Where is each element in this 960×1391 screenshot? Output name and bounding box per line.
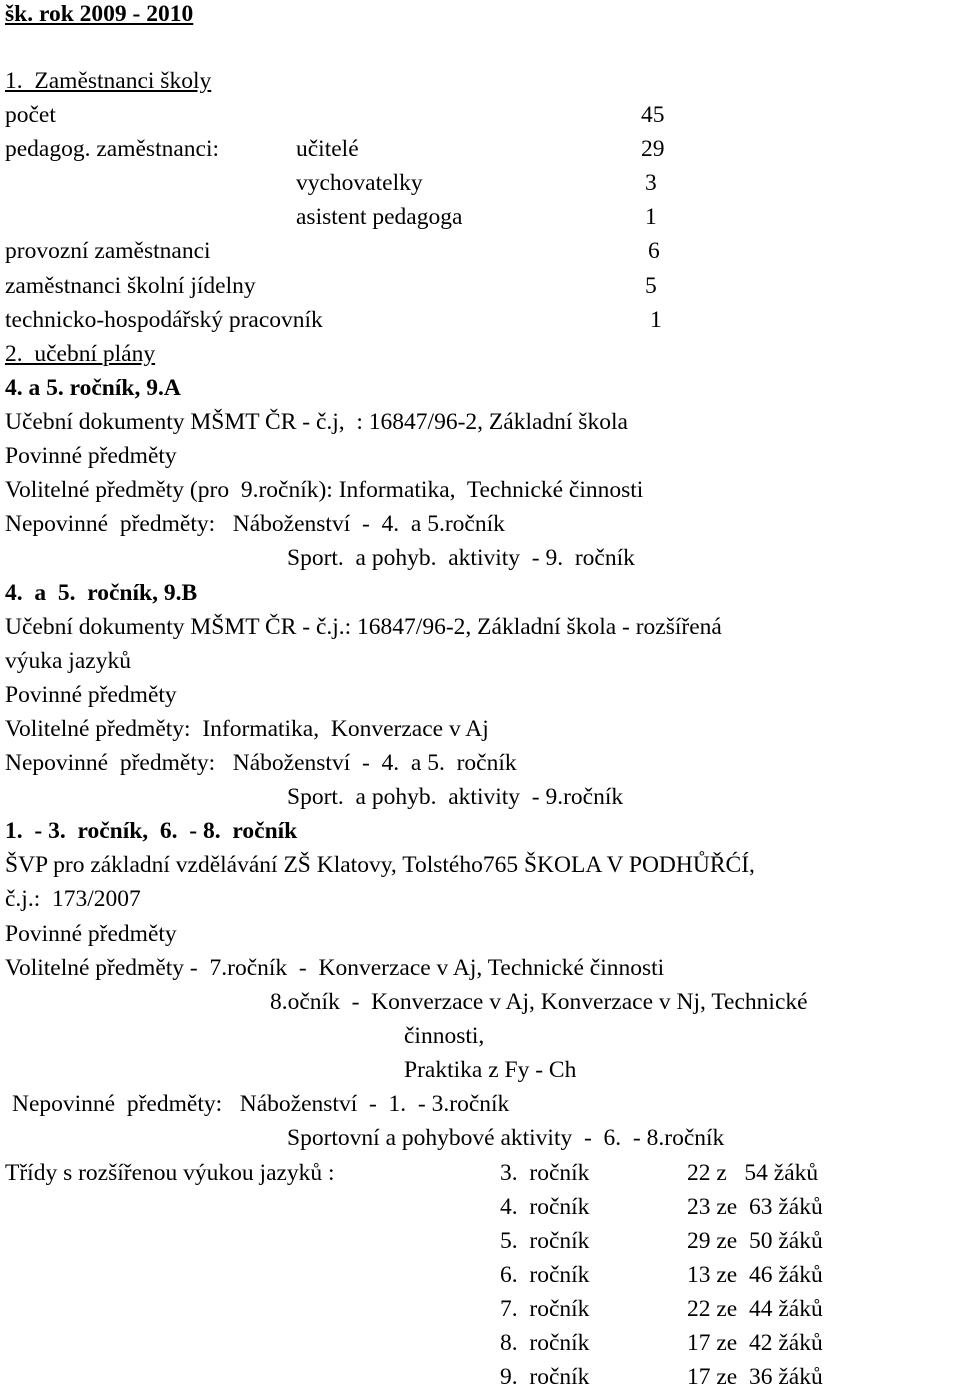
technical-staff-value: 1 <box>650 307 662 333</box>
grade-c-sport: Sportovní a pohybové aktivity - 6. - 8.ročník <box>287 1125 725 1151</box>
teachers-label: učitelé <box>296 136 359 162</box>
canteen-staff-value: 5 <box>645 273 657 299</box>
grade-c-elective-line3: činnosti, <box>404 1023 485 1049</box>
grade-c-elective-line1: Volitelné předměty - 7.ročník - Konverzace v Aj, Technické činnosti <box>5 955 665 981</box>
lang-row-ratio: 22 ze 44 žáků <box>687 1296 823 1322</box>
grade-c-optional: Nepovinné předměty: Náboženství - 1. - 3.ročník <box>12 1091 510 1117</box>
grade-c-elective-line2: 8.očník - Konverzace v Aj, Konverzace v Nj, Technické <box>270 989 808 1015</box>
grade-a-documents: Učební dokumenty MŠMT ČR - č.j, : 16847/96-2, Základní škola <box>5 409 628 435</box>
grade-b-mandatory: Povinné předměty <box>5 682 177 708</box>
grade-b-sport: Sport. a pohyb. aktivity - 9.ročník <box>287 784 624 810</box>
lang-row-grade: 7. ročník <box>500 1296 590 1322</box>
pedagogical-staff-label: pedagog. zaměstnanci: <box>5 136 220 162</box>
lang-row-ratio: 13 ze 46 žáků <box>687 1262 823 1288</box>
lang-row-grade: 9. ročník <box>500 1364 590 1390</box>
teachers-value: 29 <box>641 136 665 162</box>
grade-c-heading: 1. - 3. ročník, 6. - 8. ročník <box>5 818 298 844</box>
grade-a-sport: Sport. a pohyb. aktivity - 9. ročník <box>287 545 635 571</box>
grade-a-heading: 4. a 5. ročník, 9.A <box>5 375 181 401</box>
educators-value: 3 <box>645 170 657 196</box>
lang-row-ratio: 17 ze 36 žáků <box>687 1364 823 1390</box>
canteen-staff-label: zaměstnanci školní jídelny <box>5 273 256 299</box>
grade-b-documents-line1: Učební dokumenty MŠMT ČR - č.j.: 16847/96-2, Základní škola - rozšířená <box>5 614 722 640</box>
educators-label: vychovatelky <box>296 170 423 196</box>
technical-staff-label: technicko-hospodářský pracovník <box>5 307 323 333</box>
staff-count-value: 45 <box>641 102 665 128</box>
lang-row-grade: 3. ročník <box>500 1160 590 1186</box>
staff-count-label: počet <box>5 102 56 128</box>
svp-line1: ŠVP pro základní vzdělávání ZŠ Klatovy, Tolstého765 ŠKOLA V PODHŮŘĆÍ, <box>5 852 755 878</box>
grade-b-documents-line2: výuka jazyků <box>5 648 131 674</box>
lang-row-grade: 6. ročník <box>500 1262 590 1288</box>
grade-a-optional: Nepovinné předměty: Náboženství - 4. a 5.ročník <box>5 511 505 537</box>
svp-line2: č.j.: 173/2007 <box>5 886 141 912</box>
school-year-heading: šk. rok 2009 - 2010 <box>5 1 194 27</box>
lang-row-grade: 4. ročník <box>500 1194 590 1220</box>
assistant-label: asistent pedagoga <box>296 204 463 230</box>
grade-b-optional: Nepovinné předměty: Náboženství - 4. a 5. ročník <box>5 750 517 776</box>
section-curricula-title: 2. učební plány <box>5 341 156 367</box>
grade-b-elective: Volitelné předměty: Informatika, Konverzace v Aj <box>5 716 489 742</box>
grade-b-heading: 4. a 5. ročník, 9.B <box>5 580 198 606</box>
operational-staff-label: provozní zaměstnanci <box>5 238 211 264</box>
operational-staff-value: 6 <box>648 238 660 264</box>
section-staff-title: 1. Zaměstnanci školy <box>5 68 212 94</box>
grade-a-elective: Volitelné předměty (pro 9.ročník): Informatika, Technické činnosti <box>5 477 644 503</box>
assistant-value: 1 <box>645 204 657 230</box>
lang-row-grade: 8. ročník <box>500 1330 590 1356</box>
lang-row-ratio: 29 ze 50 žáků <box>687 1228 823 1254</box>
lang-row-ratio: 22 z 54 žáků <box>687 1160 819 1186</box>
grade-a-mandatory: Povinné předměty <box>5 443 177 469</box>
grade-c-elective-line4: Praktika z Fy - Ch <box>404 1057 577 1083</box>
lang-row-ratio: 23 ze 63 žáků <box>687 1194 823 1220</box>
grade-c-mandatory: Povinné předměty <box>5 921 177 947</box>
language-classes-label: Třídy s rozšířenou výukou jazyků : <box>5 1160 335 1186</box>
lang-row-ratio: 17 ze 42 žáků <box>687 1330 823 1356</box>
lang-row-grade: 5. ročník <box>500 1228 590 1254</box>
